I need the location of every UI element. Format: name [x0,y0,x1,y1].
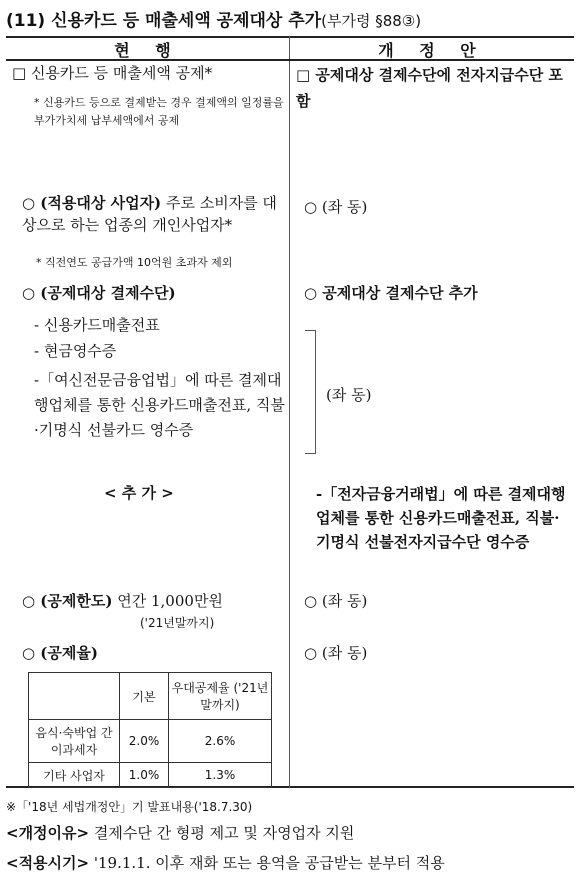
proposed-same-4: ○ (좌 동) [304,644,368,662]
rate-header-basic: 기본 [120,673,169,720]
current-limit [22,590,223,612]
current-add-placeholder: < 추 가 > [104,484,174,502]
page-title [6,6,421,31]
proposed-item-title: □ 공제대상 결제수단에 전자지급수단 포함 [296,66,563,110]
limit-label: ○ (공제한도) [22,592,113,610]
current-item-title: □ 신용카드 등 매출세액 공제* [12,64,213,82]
current-rate-label: ○ (공제율) [22,644,98,662]
rate-header-pref: 우대공제율 ('21년말까지) [169,673,272,720]
proposed-same-2: (좌 동) [326,386,372,404]
table-row [29,720,272,763]
column-divider [289,36,290,788]
means-item-3: -「여신전문금융업법」에 따른 결제대행업체를 통한 신용카드매출전표, 직불·기명식 선불카드 영수증 [34,371,285,439]
title-ref: (부가령 §88③) [321,12,422,30]
subject-label: ○ (적용대상 사업자) [22,194,162,212]
reason-line [6,822,354,843]
rate-table-header [29,673,272,720]
current-means-label: ○ (공제대상 결제수단) [22,284,176,302]
rate-row-pref: 1.3% [169,763,272,788]
rate-row-name: 기타 사업자 [29,763,120,788]
means-item-2: - 현금영수증 [34,342,117,360]
rate-header-blank [29,673,120,720]
proposed-means-add: ○ 공제대상 결제수단 추가 [304,284,478,302]
rate-row-pref: 2.6% [169,720,272,763]
proposed-same-3: ○ (좌 동) [304,592,368,610]
reason-label: <개정이유> [6,824,90,842]
source-note: ※「'18년 세법개정안」기 발표내용('18.7.30) [6,800,253,814]
subject-text: 주로 소비자를 대상으로 하는 업종의 개인사업자* [22,194,277,234]
apply-label: <적용시기> [6,854,90,872]
current-subject [22,192,286,236]
title-main: (11) 신용카드 등 매출세액 공제대상 추가 [6,11,322,31]
header-current: 현 행 [114,41,181,60]
rate-row-basic: 1.0% [120,763,169,788]
rate-row-basic: 2.0% [120,720,169,763]
limit-note: ('21년말까지) [140,616,215,630]
apply-line [6,852,445,873]
proposed-new-means: -「전자금융거래법」에 따른 결제대행업체를 통한 신용카드매출전표, 직불·기명식 선불전자지급수단 영수증 [316,485,566,551]
rate-row-name: 음식·숙박업 간이과세자 [29,720,120,763]
proposed-same-1: ○ (좌 동) [304,198,368,216]
current-note-2: * 직전연도 공급가액 10억원 초과자 제외 [36,256,233,269]
means-item-1: - 신용카드매출전표 [34,316,160,334]
apply-text: '19.1.1. 이후 재화 또는 용역을 공급받는 분부터 적용 [93,854,445,872]
reason-text: 결제수단 간 형평 제고 및 자영업자 지원 [93,824,355,842]
bracket-line [305,330,316,454]
table-row [29,763,272,788]
header-proposed: 개 정 안 [378,41,486,60]
rate-table [28,672,272,788]
limit-text: 연간 1,000만원 [117,592,223,610]
current-note-1: * 신용카드 등으로 결제받는 경우 결제액의 일정률을 부가가치세 납부세액에서 공제 [34,96,284,127]
